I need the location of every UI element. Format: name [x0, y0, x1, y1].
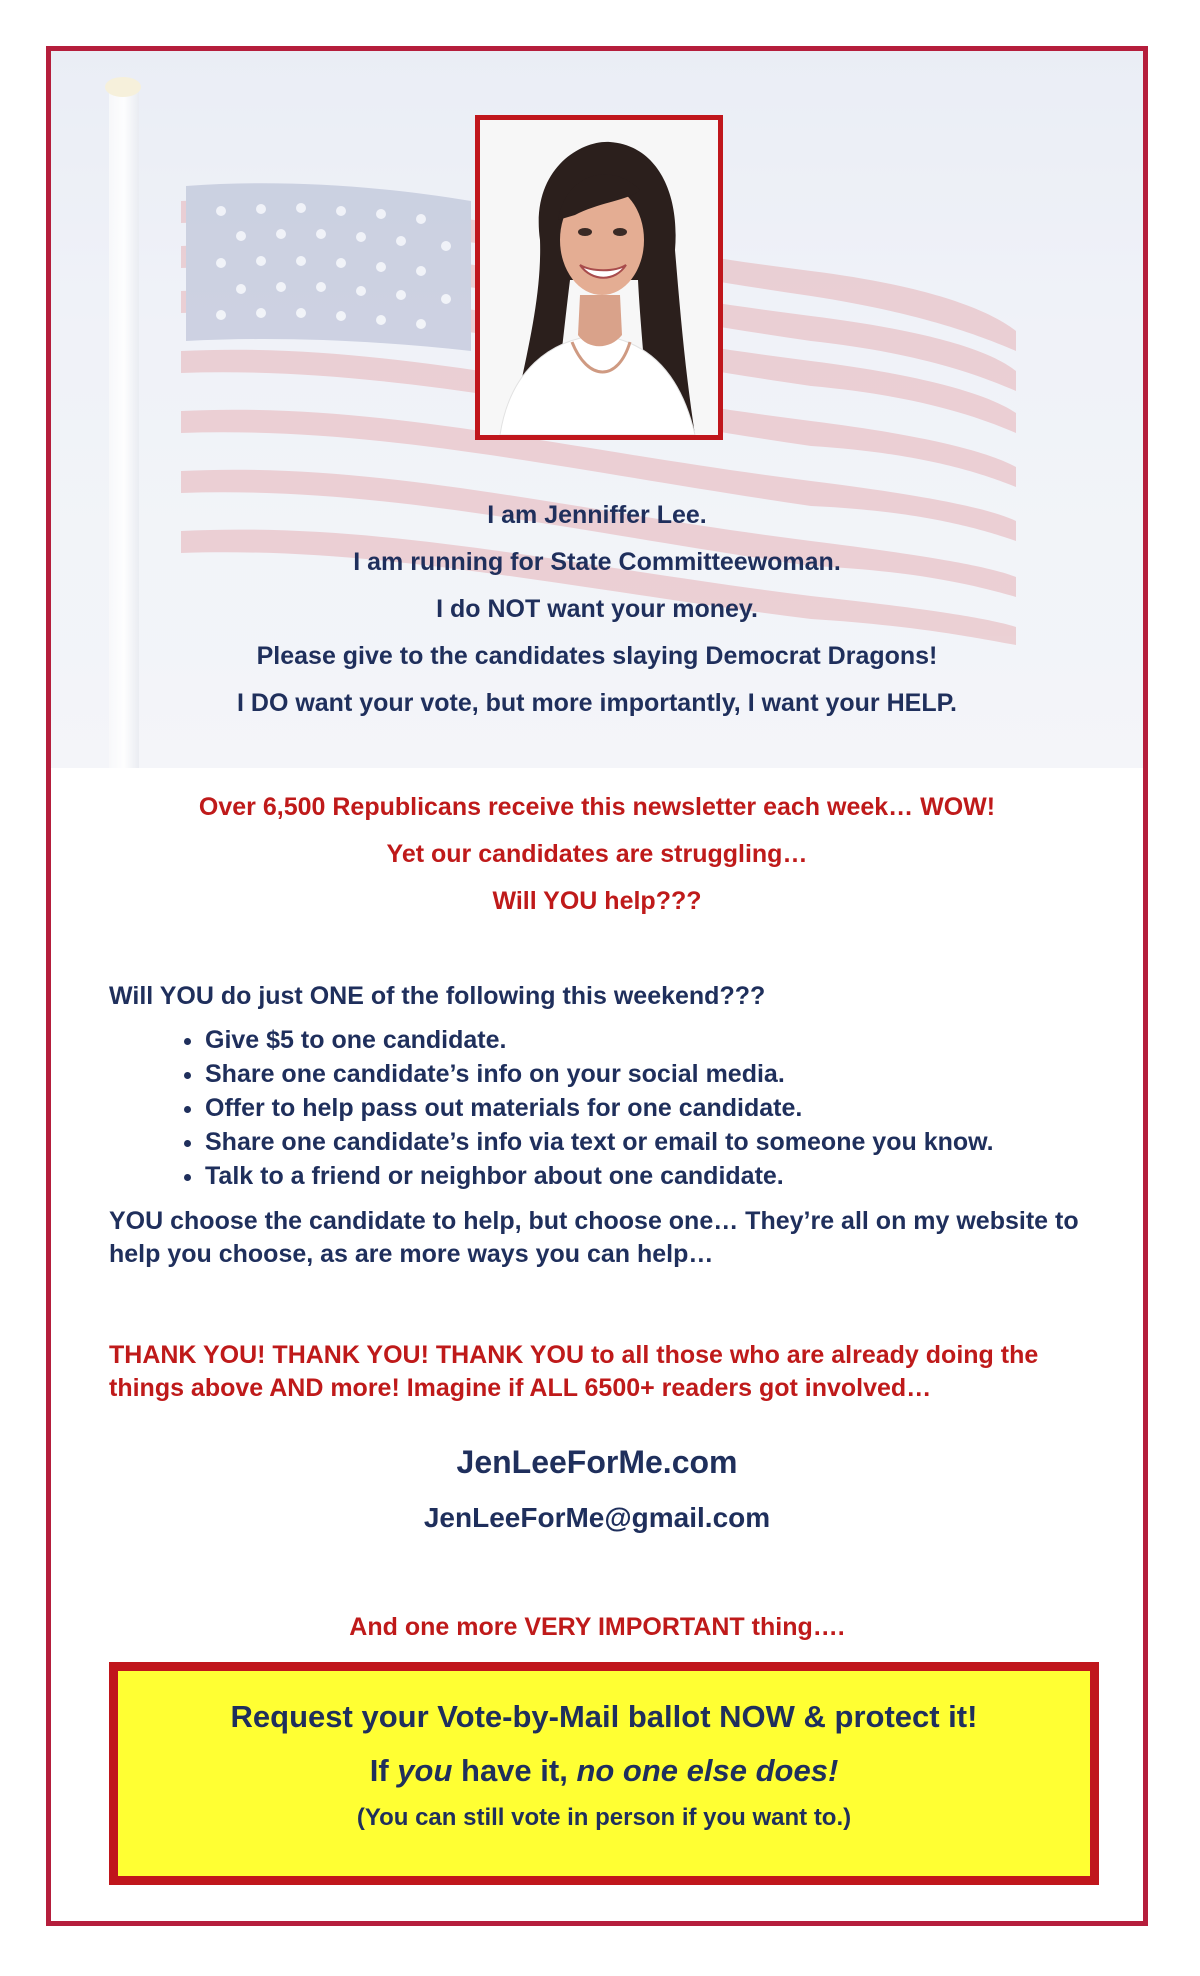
- intro-statement: [51, 501, 1143, 736]
- action-list: [109, 1023, 1099, 1193]
- highlight-line: Yet our candidates are struggling…: [386, 840, 808, 868]
- list-item: • Offer to help pass out materials for one candidate.: [205, 1091, 1099, 1125]
- highlight-line: Over 6,500 Republicans receive this newsletter each week… WOW!: [198, 793, 996, 821]
- callout-subline: [118, 1751, 1090, 1791]
- intro-line: I do NOT want your money.: [436, 595, 758, 623]
- list-item: • Share one candidate’s info via text or email to someone you know.: [205, 1125, 1099, 1159]
- one-more-heading: [51, 1612, 1143, 1642]
- newsletter-highlight: [51, 793, 1143, 934]
- list-item: • Share one candidate’s info on your social media.: [205, 1057, 1099, 1091]
- highlight-line: Will YOU help???: [492, 887, 702, 915]
- ask-question: Will YOU do just ONE of the following this weekend???: [109, 982, 766, 1010]
- callout-note: (You can still vote in person if you want to.): [356, 1804, 852, 1831]
- candidate-photo: [480, 120, 718, 435]
- list-item: • Talk to a friend or neighbor about one candidate.: [205, 1159, 1099, 1193]
- thank-you-text: THANK YOU! THANK YOU! THANK YOU to all those who are already doing the things above AND more! Imagine if ALL 6500+ readers got involved…: [109, 1341, 1039, 1402]
- callout-subline-a: If: [369, 1753, 398, 1788]
- callout-subline-d: no one else does!: [576, 1753, 839, 1788]
- email-link[interactable]: JenLeeForMe@gmail.com: [423, 1502, 771, 1533]
- list-item: • Give $5 to one candidate.: [205, 1023, 1099, 1057]
- intro-line: I am Jenniffer Lee.: [487, 501, 707, 529]
- one-more-suffix: thing….: [744, 1613, 845, 1641]
- call-to-action: [109, 981, 1099, 1271]
- candidate-portrait: [475, 115, 723, 440]
- one-more-emphasis: VERY IMPORTANT: [524, 1613, 745, 1641]
- choose-text: YOU choose the candidate to help, but choose one… They’re all on my website to help you choose, as are more ways you can help…: [109, 1207, 1079, 1268]
- page-frame: [46, 46, 1148, 1926]
- website-link[interactable]: JenLeeForMe.com: [456, 1444, 738, 1480]
- callout-subline-c: have it,: [452, 1753, 577, 1788]
- intro-line: I am running for State Committeewoman.: [353, 548, 841, 576]
- vote-by-mail-callout: [109, 1662, 1099, 1885]
- callout-body: [118, 1671, 1090, 1876]
- intro-line: I DO want your vote, but more importantly, I want your HELP.: [237, 689, 957, 717]
- callout-subline-b: you: [397, 1753, 453, 1788]
- callout-headline: Request your Vote-by-Mail ballot NOW & protect it!: [230, 1699, 978, 1734]
- flag-background: [51, 51, 1143, 768]
- intro-line: Please give to the candidates slaying Democrat Dragons!: [256, 642, 938, 670]
- one-more-prefix: And one more: [349, 1613, 525, 1641]
